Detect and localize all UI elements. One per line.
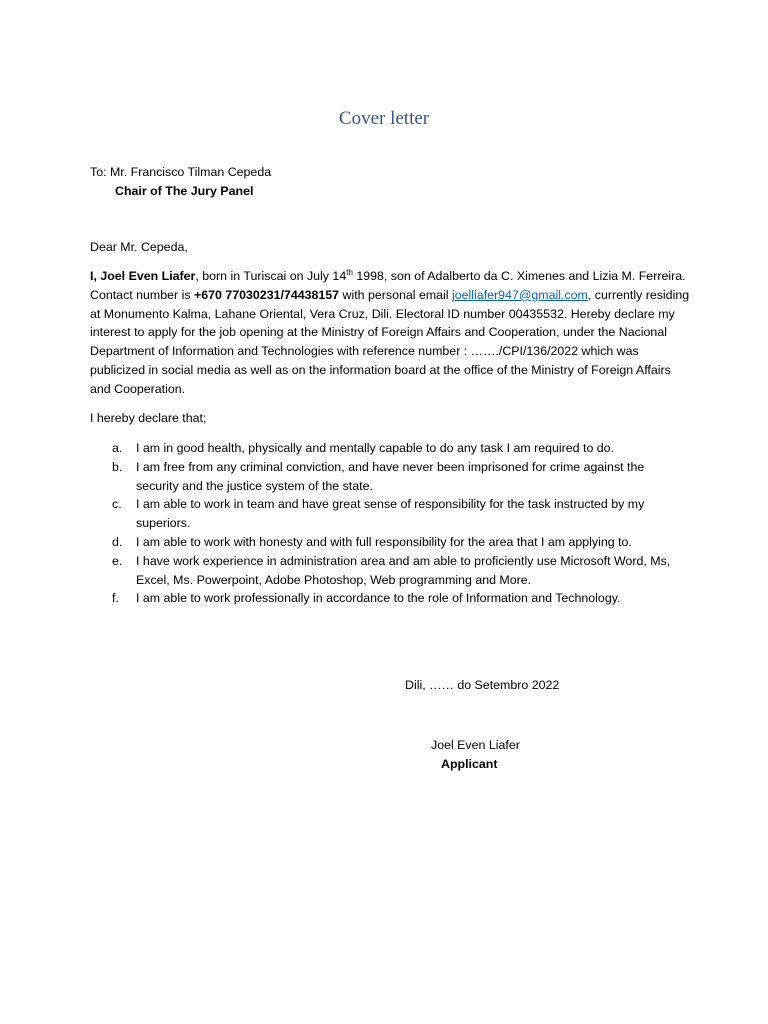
list-marker: a. — [112, 441, 123, 455]
intro-email-prefix: with personal email — [339, 287, 453, 302]
intro-birth: , born in Turiscai on July 14 — [195, 269, 347, 283]
signature-block — [431, 736, 520, 774]
list-item — [90, 589, 680, 608]
intro-paragraph — [90, 267, 690, 399]
email-link[interactable]: joelliafer947@gmail.com — [452, 287, 588, 302]
intro-parents: 1998, son of Adalberto da C. Ximenes and Lizia M. Ferreira. Contact number is — [90, 269, 686, 302]
list-item — [90, 495, 680, 533]
applicant-name: I, Joel Even Liafer — [90, 269, 196, 283]
list-marker: b. — [112, 459, 123, 474]
signature-date: Dili, …… do Setembro 2022 — [405, 678, 560, 692]
salutation: Dear Mr. Cepeda, — [90, 240, 188, 254]
date-suffix: th — [346, 267, 353, 277]
recipient-role: Chair of The Jury Panel — [115, 183, 254, 198]
list-item-text: I am able to work professionally in accordance to the role of Information and Technology. — [136, 591, 621, 606]
list-item-text: I am in good health, physically and mentally capable to do any task I am required to do. — [136, 441, 615, 455]
list-item-text: I am able to work in team and have great sense of responsibility for the task instructed by my superiors. — [136, 497, 645, 531]
list-item — [90, 458, 680, 496]
phone-number: +670 77030231/74438157 — [194, 287, 340, 302]
recipient-to-line: To: Mr. Francisco Tilman Cepeda — [90, 165, 272, 179]
list-marker: e. — [112, 553, 123, 568]
declare-intro: I hereby declare that; — [90, 411, 207, 425]
list-marker: c. — [112, 497, 122, 512]
declaration-list — [90, 439, 680, 608]
list-item-text: I am free from any criminal conviction, and have never been imprisoned for crime against the security and the justice system of the state. — [136, 459, 645, 493]
document-title: Cover letter — [338, 108, 430, 129]
recipient-block — [90, 163, 690, 201]
list-item-text: I am able to work with honesty and with full responsibility for the area that I am applying to. — [136, 534, 632, 549]
intro-rest: , currently residing at Monumento Kalma, Lahane Oriental, Vera Cruz, Dili. Electoral ID number 00435532. Hereby declare my interest to apply for the job opening at the Ministry of Foreign Affairs and Cooperation, under the Nacional Department of Information and Technologies with reference number : ……./CPI/136/2022 which was publicized in social media as well as on the information board at the office of the Ministry of Foreign Affairs and Cooperation. — [90, 287, 690, 396]
list-item — [90, 439, 680, 458]
list-marker: d. — [112, 534, 123, 549]
list-marker: f. — [112, 591, 119, 606]
signature-name: Joel Even Liafer — [431, 738, 520, 752]
signature-role: Applicant — [441, 757, 498, 771]
list-item — [90, 552, 680, 590]
list-item-text: I have work experience in administration area and am able to proficiently use Microsoft Word, Ms, Excel, Ms. Powerpoint, Adobe Photoshop, Web programming and More. — [136, 553, 671, 587]
list-item — [90, 533, 680, 552]
